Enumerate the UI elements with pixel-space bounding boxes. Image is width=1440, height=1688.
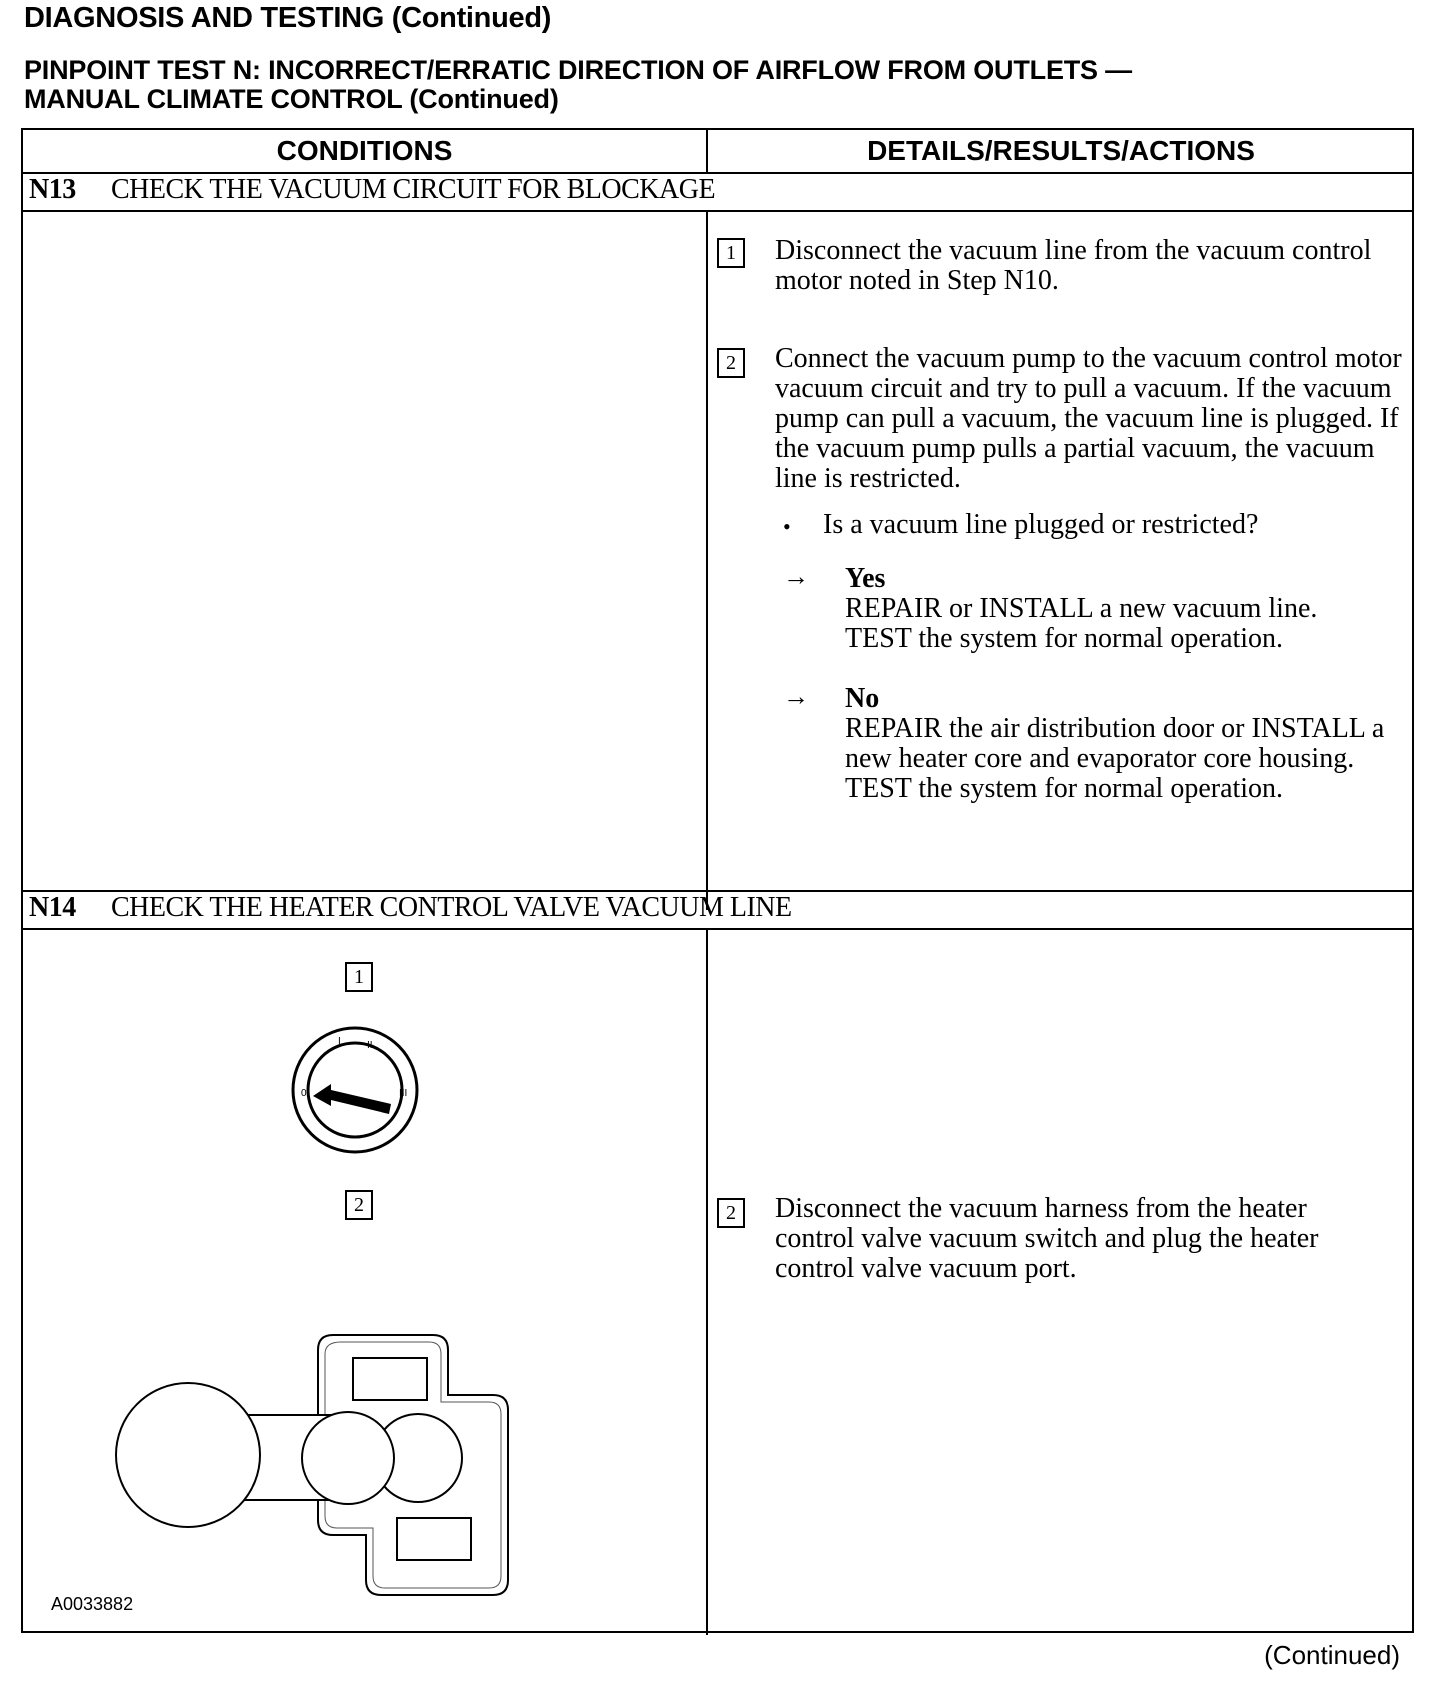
step-n14-header	[29, 892, 792, 924]
test-title-line-1: PINPOINT TEST N: INCORRECT/ERRATIC DIRECTION OF AIRFLOW FROM OUTLETS —	[24, 55, 1132, 85]
instruction-text: Connect the vacuum pump to the vacuum control motor vacuum circuit and try to pull a vacuum. If the vacuum pump can pull a vacuum, the vacuum line is plugged. If the vacuum pump pulls a partial vacuum, the vacuum line is restricted.	[775, 343, 1402, 494]
vacuum-motor-can	[116, 1383, 260, 1527]
temperature-knob-illustration	[285, 1020, 425, 1160]
bullet-icon: •	[783, 514, 791, 539]
no-action-text: REPAIR the air distribution door or INSTALL a new heater core and evaporator core housing. TEST the system for normal operation.	[845, 713, 1385, 804]
upper-port	[353, 1358, 427, 1400]
knob-mark-1: I	[338, 1036, 341, 1047]
arrow-right-icon: →	[783, 562, 809, 591]
pinpoint-test-title	[24, 56, 1132, 114]
knob-mark-2: II	[367, 1040, 373, 1051]
heater-control-valve-illustration	[103, 1320, 543, 1610]
instruction-text: Disconnect the vacuum line from the vacuum control motor noted in Step N10.	[775, 235, 1372, 296]
step-n14-title: CHECK THE HEATER CONTROL VALVE VACUUM LINE	[111, 892, 792, 923]
valve-center-dome	[302, 1412, 394, 1504]
step-number-box: 1	[717, 238, 745, 268]
step-number-box: 2	[717, 1198, 745, 1228]
instruction-text: Disconnect the vacuum harness from the heater control valve vacuum switch and plug the heater control valve vacuum port.	[775, 1193, 1319, 1284]
details-column-header: DETAILS/RESULTS/ACTIONS	[867, 135, 1255, 166]
row-divider	[23, 928, 1412, 930]
yes-label: Yes	[845, 563, 886, 594]
row-divider	[23, 210, 1412, 212]
step-n13-title: CHECK THE VACUUM CIRCUIT FOR BLOCKAGE	[111, 174, 716, 205]
question-text: Is a vacuum line plugged or restricted?	[823, 509, 1259, 540]
section-header: DIAGNOSIS AND TESTING (Continued)	[24, 2, 552, 34]
column-divider	[706, 930, 708, 1635]
figure-callout-2: 2	[345, 1190, 373, 1220]
figure-callout-1: 1	[345, 962, 373, 992]
step-n14-id: N14	[29, 892, 76, 923]
figure-id: A0033882	[51, 1594, 134, 1614]
test-title-line-2: MANUAL CLIMATE CONTROL (Continued)	[24, 84, 559, 114]
knob-mark-0: 0	[301, 1088, 307, 1099]
no-label: No	[845, 683, 880, 714]
continued-label: (Continued)	[1264, 1640, 1400, 1670]
column-divider	[706, 212, 708, 910]
pinpoint-test-table	[21, 128, 1414, 1633]
step-n13-id: N13	[29, 174, 76, 205]
lower-port	[397, 1518, 471, 1560]
step-n13-header	[29, 174, 715, 206]
arrow-right-icon: →	[783, 682, 809, 711]
knob-mark-3: III	[399, 1088, 408, 1099]
step-number-box: 2	[717, 348, 745, 378]
conditions-column-header: CONDITIONS	[276, 135, 453, 166]
yes-action-text: REPAIR or INSTALL a new vacuum line. TEST the system for normal operation.	[845, 593, 1318, 654]
